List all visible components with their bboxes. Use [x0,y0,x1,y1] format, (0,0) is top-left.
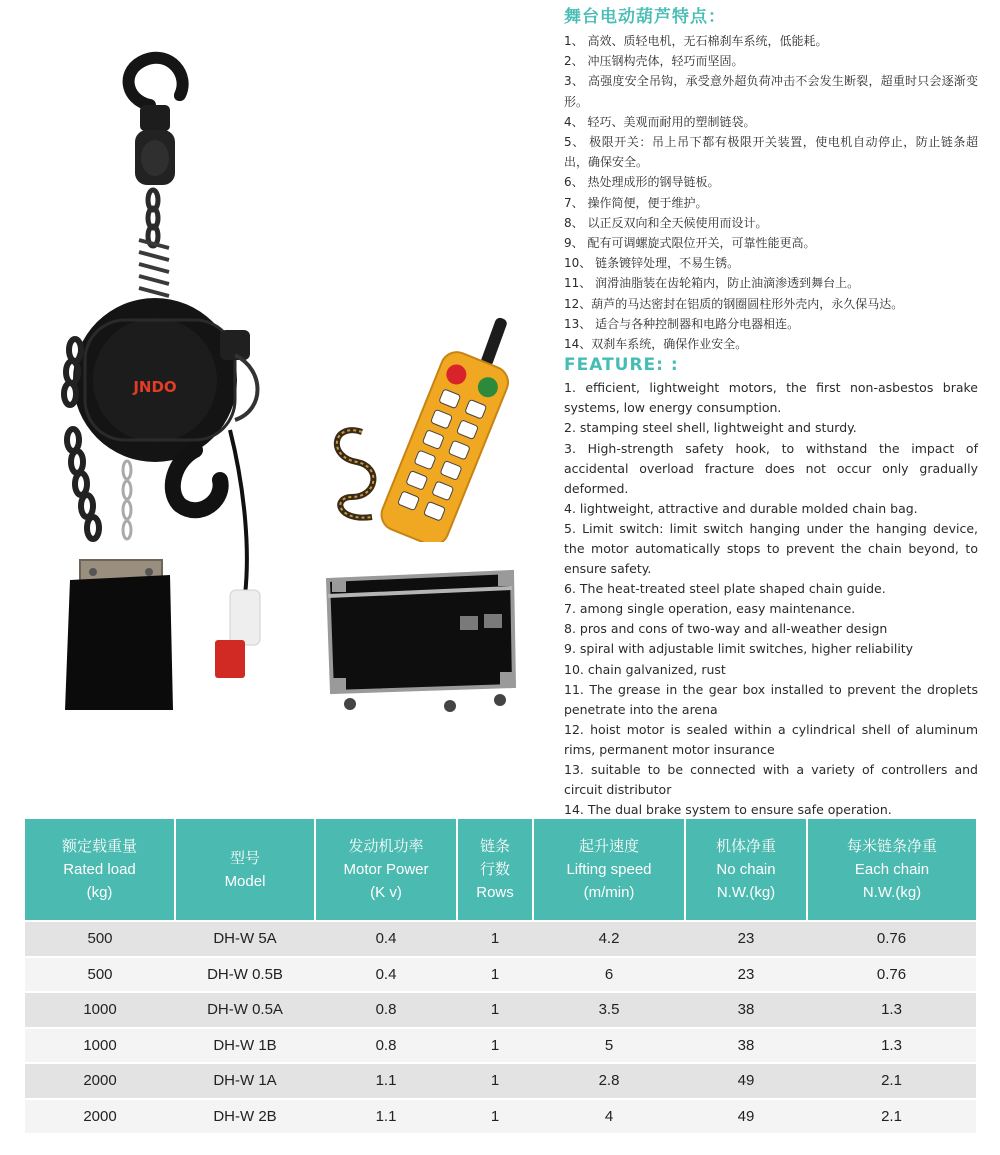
cell-each-chain-weight: 0.76 [807,921,976,957]
table-row [25,992,976,1028]
specifications-table [25,819,976,1135]
cell-rows: 1 [457,957,533,993]
header-no-chain-weight: 机体净重 No chain N.W.(kg) [685,819,807,921]
list-item: 5. Limit switch: limit switch hanging under the hanging device, the motor automatically stops to prevent the chain beyond, to ensure safety. [564,520,978,577]
list-item: 3. High-strength safety hook, to withstand the impact of accidental overload fracture does not occur only gradually deformed. [564,440,978,496]
list-item: 12、葫芦的马达密封在铝质的钢圈圆柱形外壳内，永久保马达。 [564,296,904,311]
table-row [25,1028,976,1064]
cell-rated-load: 500 [25,957,175,993]
table-header-row [25,819,976,921]
list-item: 13、 适合与各种控制器和电路分电器相连。 [564,316,800,331]
features-cn-list [564,31,978,354]
header-motor-power: 发动机功率 Motor Power (K v) [315,819,457,921]
list-item: 7、 操作简便，便于维护。 [564,195,708,210]
cell-each-chain-weight: 0.76 [807,957,976,993]
cell-model: DH-W 1A [175,1063,315,1099]
cell-rows: 1 [457,992,533,1028]
cell-motor-power: 1.1 [315,1063,457,1099]
cell-motor-power: 0.8 [315,1028,457,1064]
features-cn-title: 舞台电动葫芦特点： [564,7,726,27]
cell-motor-power: 0.4 [315,957,457,993]
cell-lifting-speed: 4 [533,1099,685,1135]
cell-rated-load: 2000 [25,1099,175,1135]
cell-no-chain-weight: 49 [685,1099,807,1135]
cell-each-chain-weight: 1.3 [807,1028,976,1064]
table-row [25,957,976,993]
list-item: 10. chain galvanized, rust [564,661,726,677]
cell-no-chain-weight: 23 [685,921,807,957]
list-item: 9、 配有可调螺旋式限位开关，可靠性能更高。 [564,236,816,251]
list-item: 1. efficient, lightweight motors, the first non-asbestos brake systems, low energy consumption. [564,380,978,416]
cell-model: DH-W 0.5B [175,957,315,993]
list-item: 4. lightweight, attractive and durable molded chain bag. [564,500,918,516]
list-item: 6、 热处理成形的钢导链板。 [564,175,720,190]
header-model: 型号 Model [175,819,315,921]
remote-controller-image [322,312,522,542]
table-row [25,921,976,957]
cell-each-chain-weight: 1.3 [807,992,976,1028]
cell-rated-load: 1000 [25,1028,175,1064]
list-item: 8. pros and cons of two-way and all-weather design [564,621,888,637]
list-item: 4、 轻巧、美观而耐用的塑制链袋。 [564,114,756,129]
cell-model: DH-W 2B [175,1099,315,1135]
list-item: 5、 极限开关：吊上吊下都有极限开关装置，使电机自动停止，防止链条超出，确保安全。 [564,135,978,170]
table-row [25,1063,976,1099]
list-item: 10、 链条镀锌处理，不易生锈。 [564,256,740,271]
cell-no-chain-weight: 38 [685,992,807,1028]
cell-model: DH-W 0.5A [175,992,315,1028]
cell-motor-power: 0.8 [315,992,457,1028]
cell-model: DH-W 1B [175,1028,315,1064]
list-item: 14、双刹车系统，确保作业安全。 [564,337,748,352]
cell-motor-power: 0.4 [315,921,457,957]
list-item: 11. The grease in the gear box installed to prevent the droplets penetrate into the arena [564,681,978,717]
list-item: 3、 高强度安全吊钩，承受意外超负荷冲击不会发生断裂，超重时只会逐渐变形。 [564,74,978,109]
list-item: 2、 冲压钢构壳体，轻巧而坚固。 [564,54,744,69]
chain-hoist-image [55,50,335,770]
cell-lifting-speed: 5 [533,1028,685,1064]
list-item: 8、 以正反双向和全天候使用而设计。 [564,215,768,230]
cell-rated-load: 2000 [25,1063,175,1099]
list-item: 11、 润滑油脂装在齿轮箱内，防止油滴渗透到舞台上。 [564,276,860,291]
flight-case-image [322,566,522,716]
cell-rows: 1 [457,921,533,957]
cell-lifting-speed: 6 [533,957,685,993]
features-en-title: FEATURE: : [564,355,679,376]
cell-rows: 1 [457,1028,533,1064]
cell-no-chain-weight: 23 [685,957,807,993]
list-item: 12. hoist motor is sealed within a cylindrical shell of aluminum rims, permanent motor insurance [564,721,978,757]
cell-rated-load: 1000 [25,992,175,1028]
cell-no-chain-weight: 49 [685,1063,807,1099]
table-row [25,1099,976,1135]
list-item: 13. suitable to be connected with a variety of controllers and circuit distributor [564,762,978,798]
list-item: 6. The heat-treated steel plate shaped chain guide. [564,581,886,597]
product-illustrations [0,0,560,790]
header-each-chain-weight: 每米链条净重 Each chain N.W.(kg) [807,819,976,921]
cell-rows: 1 [457,1099,533,1135]
cell-each-chain-weight: 2.1 [807,1063,976,1099]
list-item: 7. among single operation, easy maintenance. [564,601,856,617]
features-en-list [564,378,978,820]
cell-motor-power: 1.1 [315,1099,457,1135]
header-lifting-speed: 起升速度 Lifting speed (m/min) [533,819,685,921]
cell-lifting-speed: 3.5 [533,992,685,1028]
list-item: 2. stamping steel shell, lightweight and sturdy. [564,420,857,436]
cell-rows: 1 [457,1063,533,1099]
cell-no-chain-weight: 38 [685,1028,807,1064]
cell-model: DH-W 5A [175,921,315,957]
list-item: 14. The dual brake system to ensure safe operation. [564,802,892,818]
cell-rated-load: 500 [25,921,175,957]
cell-each-chain-weight: 2.1 [807,1099,976,1135]
features-section [564,6,978,820]
list-item: 9. spiral with adjustable limit switches, higher reliability [564,641,914,657]
list-item: 1、 高效、质轻电机，无石棉刹车系统，低能耗。 [564,34,828,48]
header-rated-load: 额定载重量 Rated load (kg) [25,819,175,921]
brand-logo: JNDO [133,378,177,396]
cell-lifting-speed: 4.2 [533,921,685,957]
header-rows: 链条 行数 Rows [457,819,533,921]
cell-lifting-speed: 2.8 [533,1063,685,1099]
